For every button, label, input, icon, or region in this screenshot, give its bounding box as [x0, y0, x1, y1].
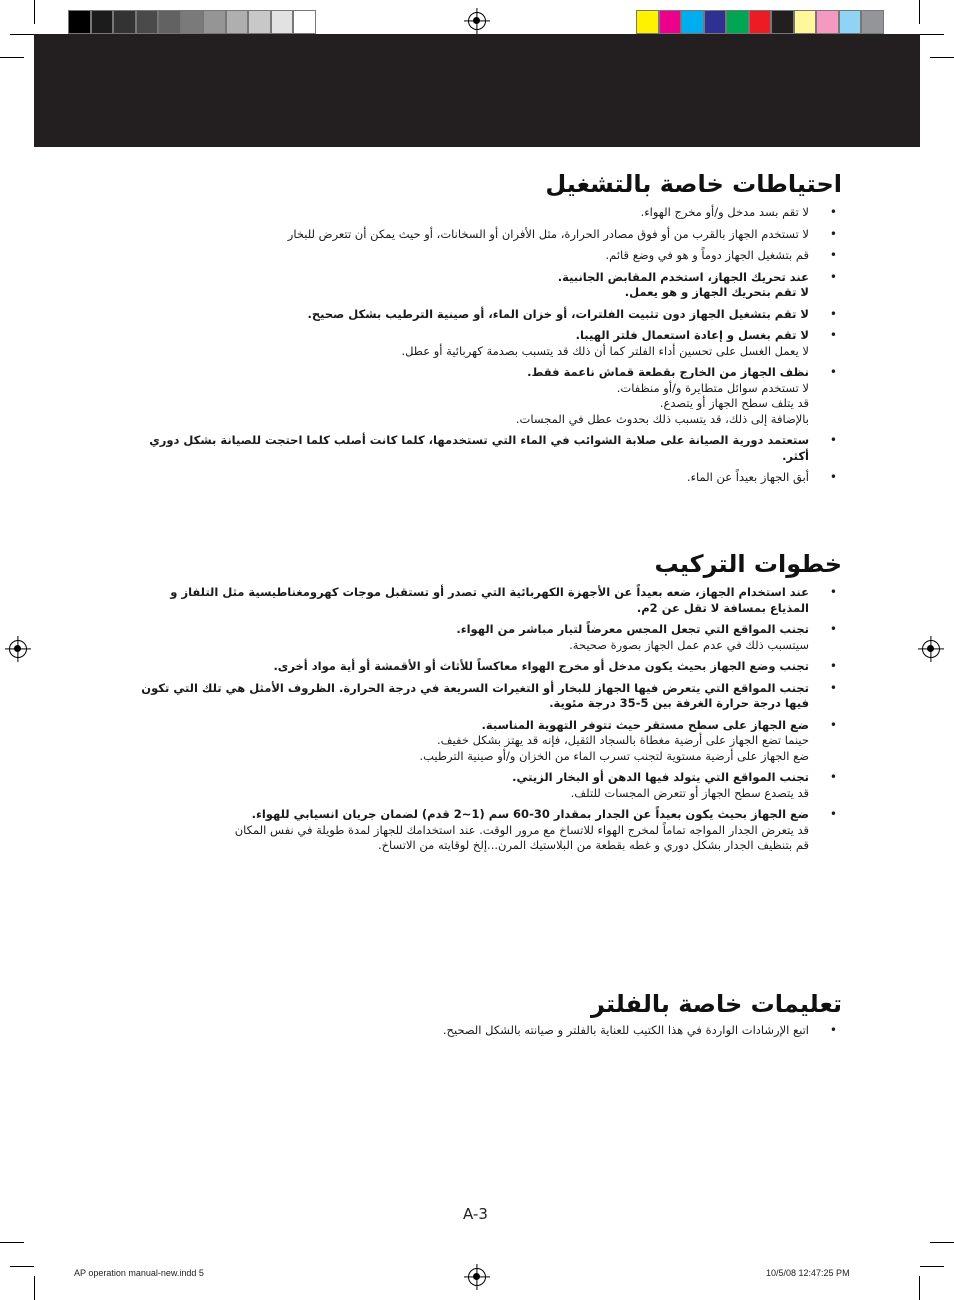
item-heading: لا تقم بتحريك الجهاز و هو يعمل. [624, 285, 809, 299]
list-item [139, 205, 839, 221]
item-heading: ضع الجهاز على سطح مستقر حيث تتوفر التهوية المناسبة. [481, 717, 809, 732]
color-swatch [726, 10, 749, 34]
list-item [139, 659, 839, 675]
item-heading: عند استخدام الجهاز، ضعه بعيداً عن الأجهزة الكهربائية التي تصدر أو تستقبل موجات كهرومغناطيسية مثل التلفاز و المذياع بمسافة لا تقل عن 2م. [170, 585, 809, 615]
color-swatch [136, 10, 159, 34]
bullet-icon: • [829, 770, 837, 784]
list-item [139, 770, 839, 801]
print-timestamp: 10/5/08 12:47:25 PM [766, 1268, 850, 1278]
crop-mark [920, 1266, 944, 1267]
crop-mark [919, 1276, 920, 1300]
item-text: لا تستخدم الجهاز بالقرب من أو فوق مصادر الحرارة، مثل الأفران أو السخانات، أو حيث يمكن أن تتعرض للبخار [287, 226, 809, 241]
item-heading: تجنب المواقع التي يتعرض فيها الجهاز للبخار أو التغيرات السريعة في درجة الحرارة. الظروف الأمثل هي تلك التي تكون فيها درجة حرارة الغرفة بين 5-35 درجة مئوية. [141, 680, 809, 710]
color-swatch [704, 10, 727, 34]
item-heading: ضع الجهاز بحيث يكون بعيداً عن الجدار بمقدار 30-60 سم (1~2 قدم) لضمان جريان انسيابي للهواء. [251, 807, 809, 821]
list-item [139, 718, 839, 765]
color-swatch [816, 10, 839, 34]
item-text: بالإضافة إلى ذلك، قد يتسبب ذلك بحدوث عطل في المجسات. [515, 411, 809, 426]
color-swatch [749, 10, 772, 34]
registration-mark-icon [468, 1268, 486, 1286]
color-swatch [158, 10, 181, 34]
bullet-icon: • [829, 1023, 837, 1037]
list-item [139, 433, 839, 464]
color-swatch [91, 10, 114, 34]
filter-instructions-list [139, 1023, 839, 1045]
header-band [34, 34, 920, 147]
item-text: سيتسبب ذلك في عدم عمل الجهاز بصورة صحيحة. [569, 637, 809, 652]
list-item [139, 307, 839, 323]
list-item [139, 1023, 839, 1039]
bullet-icon: • [829, 680, 837, 695]
item-text: حينما تضع الجهاز على أرضية مغطاة بالسجاد الثقيل، فإنه قد يهتز بشكل خفيف. [436, 733, 809, 747]
bullet-icon: • [829, 659, 837, 673]
item-heading: نظف الجهاز من الخارج بقطعة قماش ناعمة فقط. [527, 365, 809, 379]
crop-mark [34, 1276, 35, 1300]
color-swatch [226, 10, 249, 34]
registration-mark-icon [9, 640, 27, 658]
bullet-icon: • [829, 248, 837, 262]
color-swatch [248, 10, 271, 34]
item-heading: لا تقم بغسل و إعادة استعمال فلتر الهيبا. [575, 328, 809, 342]
color-swatch [771, 10, 794, 34]
color-swatch [271, 10, 294, 34]
bullet-icon: • [829, 205, 837, 219]
color-swatch [659, 10, 682, 34]
section-title-operation-precautions: احتياطات خاصة بالتشغيل [545, 170, 842, 198]
color-swatch [794, 10, 817, 34]
section-title-filter-instructions: تعليمات خاصة بالفلتر [591, 990, 842, 1018]
item-text: قد يتصدع سطح الجهاز أو تتعرض المجسات للتلف. [570, 785, 809, 800]
color-swatch [68, 10, 91, 34]
file-slug: AP operation manual-new.indd 5 [74, 1268, 204, 1278]
color-swatch [681, 10, 704, 34]
crop-mark [34, 0, 35, 24]
item-heading: ستعتمد دورية الصيانة على صلابة الشوائب في الماء التي تستخدمها، كلما كانت أصلب كلما احتجت للصيانة بشكل دوري أكثر. [149, 433, 809, 463]
bullet-icon: • [829, 717, 837, 732]
crop-mark [10, 1266, 34, 1267]
item-text: قد يتلف سطح الجهاز أو يتصدع. [659, 396, 809, 410]
list-item [139, 807, 839, 854]
item-text: اتبع الإرشادات الواردة في هذا الكتيب للعناية بالفلتر و صيانته بالشكل الصحيح. [442, 1023, 809, 1037]
bullet-icon: • [829, 622, 837, 636]
bullet-icon: • [829, 226, 837, 241]
color-swatch [203, 10, 226, 34]
bullet-icon: • [829, 269, 837, 284]
page-number: A-3 [463, 1205, 488, 1223]
crop-mark [930, 57, 954, 58]
bullet-icon: • [829, 585, 837, 599]
item-text: قم بتنظيف الجدار بشكل دوري و غطه بقطعة من البلاستيك المرن...إلخ لوقايته من الاتساخ. [377, 838, 809, 852]
item-text: قد يتعرض الجدار المواجه تماماً لمخرج الهواء للاتساخ مع مرور الوقت. عند استخدامك للجهاز لمدة طويلة في نفس المكان [234, 822, 809, 837]
list-item [139, 622, 839, 653]
color-swatch [293, 10, 316, 34]
item-text: قم بتشغيل الجهاز دوماً و هو في وضع قائم. [605, 248, 809, 262]
crop-mark [0, 1242, 24, 1243]
grayscale-swatch-bar [68, 10, 316, 34]
list-item [139, 227, 839, 243]
bullet-icon: • [829, 306, 837, 321]
color-swatch [113, 10, 136, 34]
item-text: لا تقم بسد مدخل و/أو مخرج الهواء. [640, 205, 809, 219]
crop-mark [919, 0, 920, 24]
list-item [139, 585, 839, 616]
item-text: ضع الجهاز على أرضية مستوية لتجنب تسرب الماء من الخزان و/أو صينية الترطيب. [419, 748, 809, 763]
color-swatch [839, 10, 862, 34]
bullet-icon: • [829, 328, 837, 342]
item-text: أبق الجهاز بعيداً عن الماء. [686, 470, 809, 484]
color-swatch-bar [636, 10, 884, 34]
item-heading: تجنب وضع الجهاز بحيث يكون مدخل أو مخرج الهواء معاكساً للأثاث أو الأقمشة أو أية مواد أخرى. [273, 659, 809, 673]
crop-mark [930, 1242, 954, 1243]
registration-mark-icon [922, 640, 940, 658]
crop-mark [10, 34, 34, 35]
installation-steps-list [139, 585, 839, 860]
crop-mark [920, 34, 944, 35]
crop-mark [0, 57, 24, 58]
item-text: لا تستخدم سوائل متطايرة و/أو منظفات. [616, 380, 809, 395]
item-heading: تجنب المواقع التي يتولد فيها الدهن أو البخار الزيتي. [512, 770, 809, 784]
list-item [139, 328, 839, 359]
section-title-installation-steps: خطوات التركيب [654, 550, 842, 578]
color-swatch [181, 10, 204, 34]
item-heading: تجنب المواقع التي تجعل المجس معرضاً لتيار مباشر من الهواء. [456, 622, 809, 636]
item-text: لا يعمل الغسل على تحسين أداء الفلتر كما أن ذلك قد يتسبب بصدمة كهربائية أو عطل. [401, 343, 809, 358]
list-item [139, 248, 839, 264]
list-item [139, 270, 839, 301]
registration-mark-icon [468, 12, 486, 30]
bullet-icon: • [829, 365, 837, 379]
color-swatch [636, 10, 659, 34]
bullet-icon: • [829, 470, 837, 484]
list-item [139, 470, 839, 486]
bullet-icon: • [829, 433, 837, 447]
item-heading: لا تقم بتشغيل الجهاز دون تثبيت الفلترات، أو خزان الماء، أو صينية الترطيب بشكل صحيح. [307, 306, 809, 321]
operation-precautions-list [139, 205, 839, 492]
item-heading: عند تحريك الجهاز، استخدم المقابض الجانبية. [557, 269, 809, 284]
color-swatch [861, 10, 884, 34]
list-item [139, 365, 839, 427]
bullet-icon: • [829, 807, 837, 821]
list-item [139, 681, 839, 712]
